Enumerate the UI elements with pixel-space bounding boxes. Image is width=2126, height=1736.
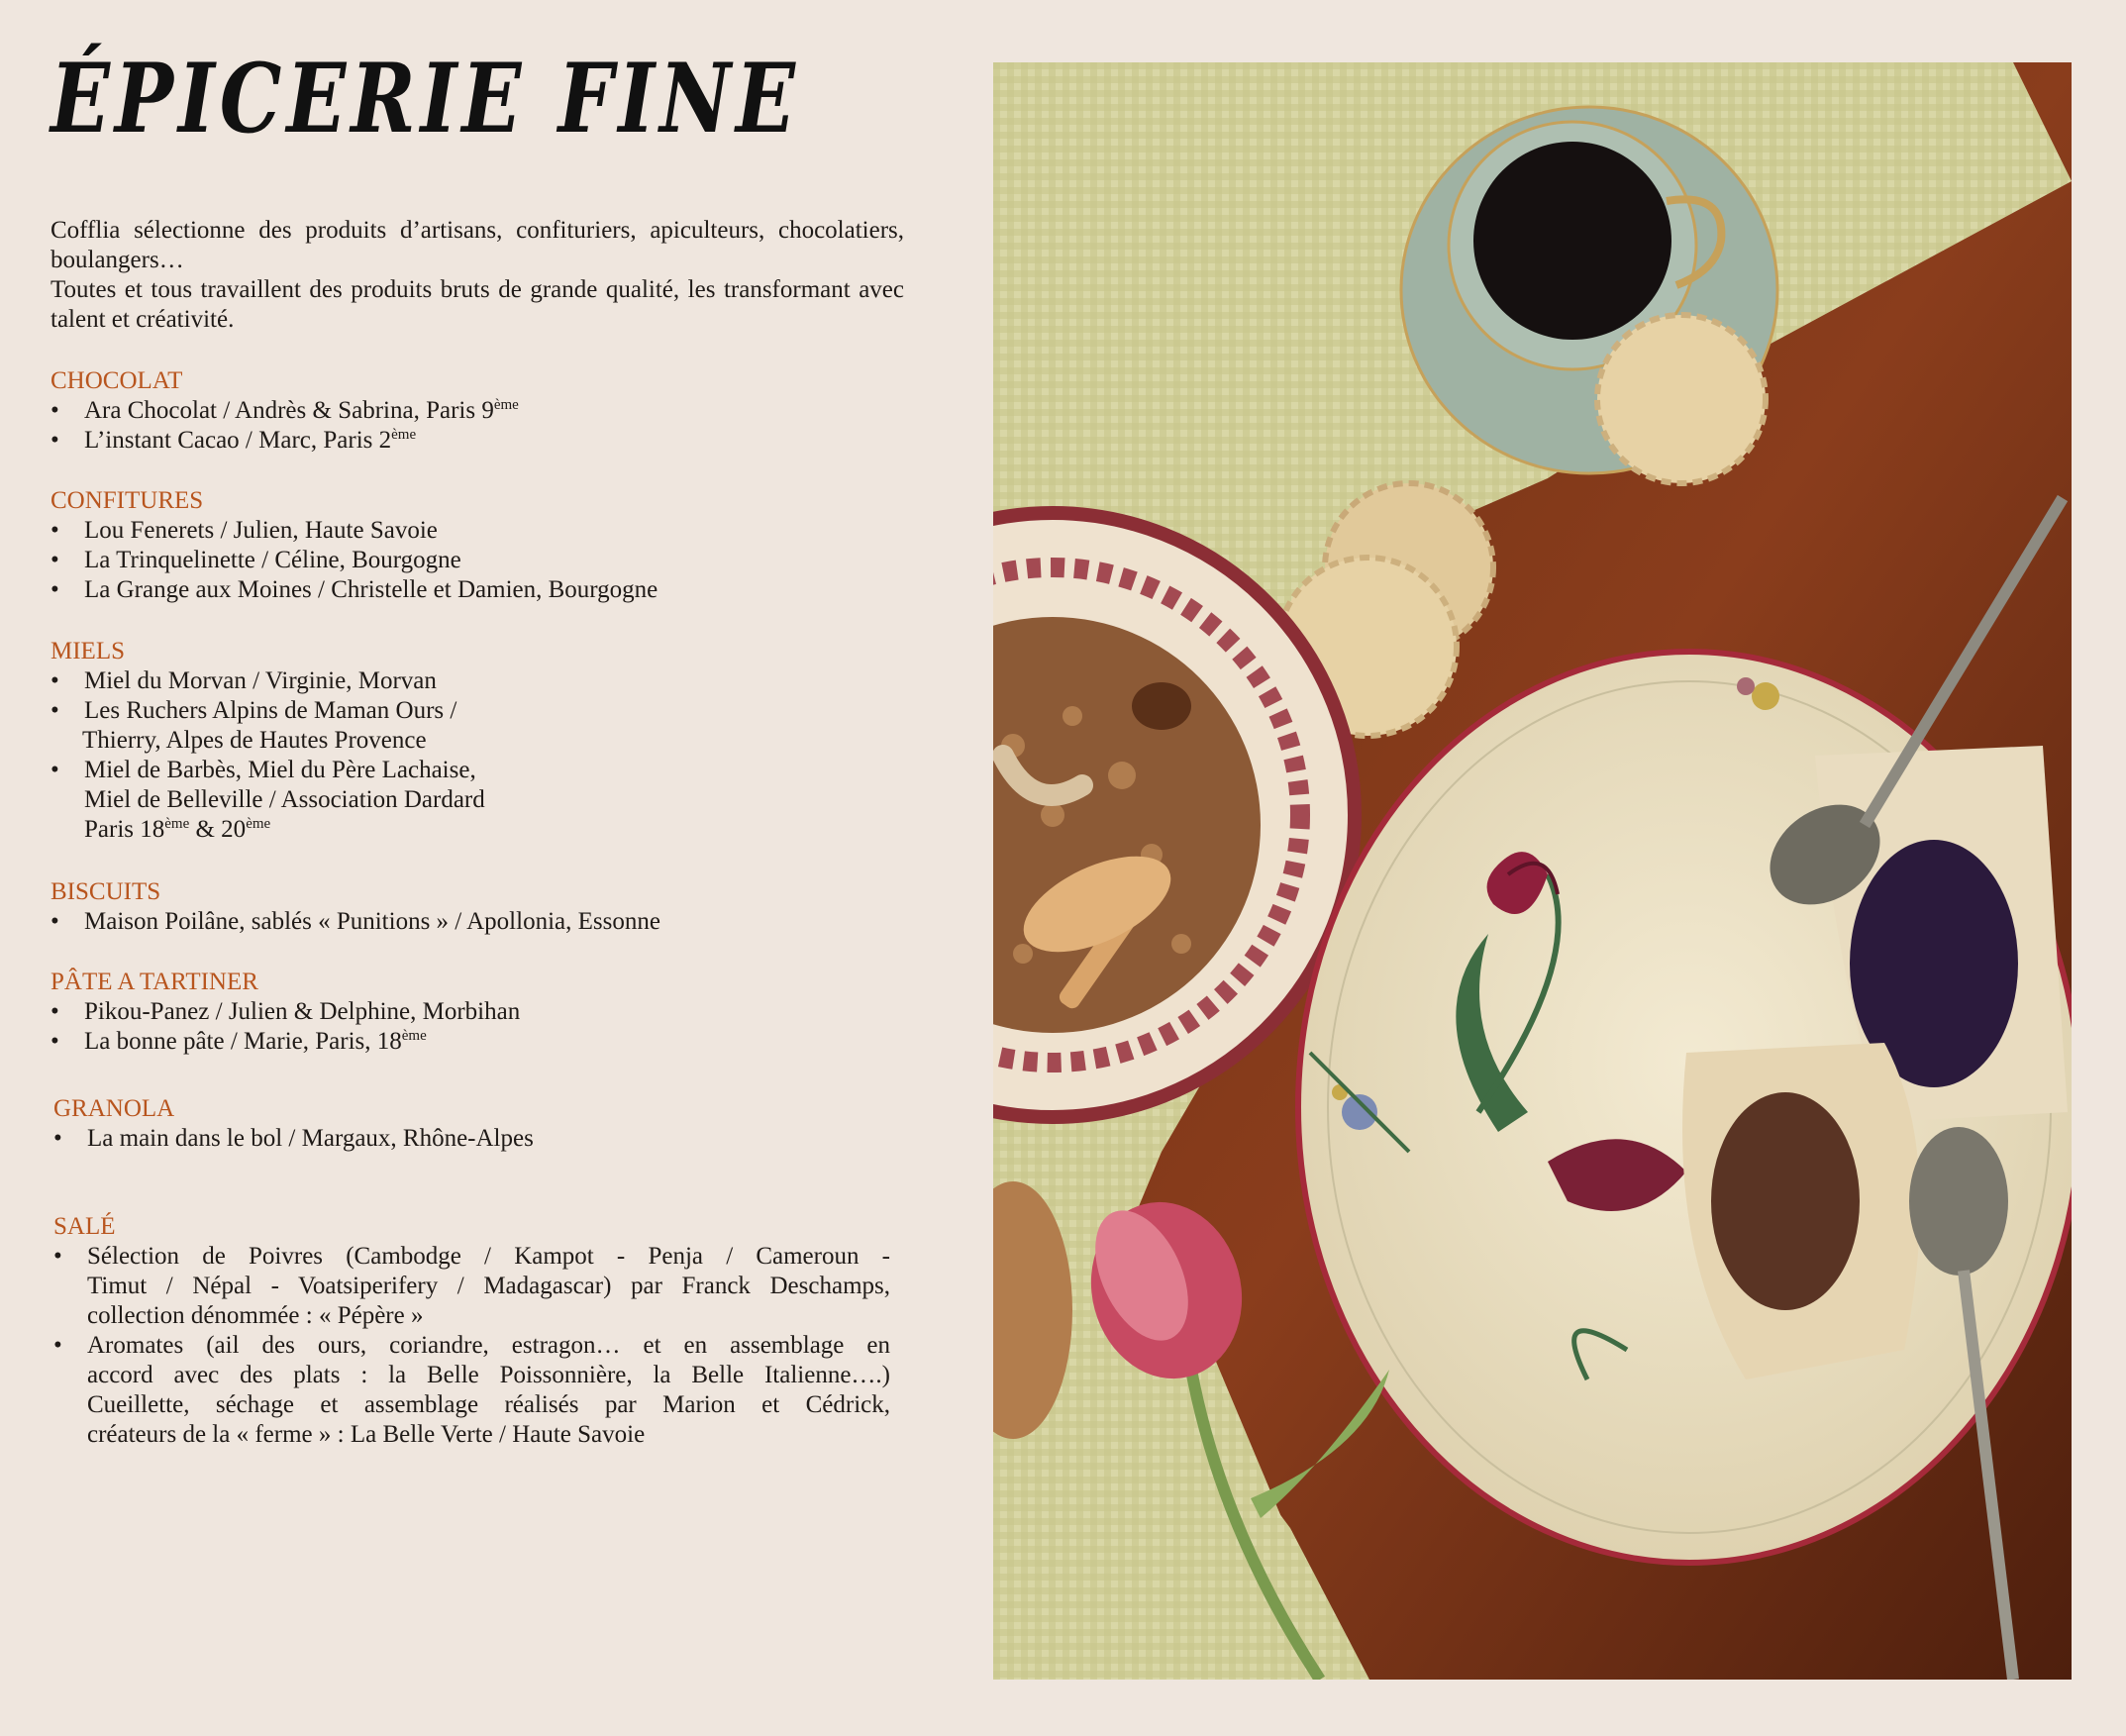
bullet-icon: • xyxy=(53,1125,62,1152)
bullet-icon: • xyxy=(53,1243,62,1270)
item-text-line: collection dénommée : « Pépère » xyxy=(87,1302,424,1329)
item-list xyxy=(51,396,904,456)
item-superscript: ème xyxy=(164,816,190,832)
item-text: La Grange aux Moines / Christelle et Damien, Bourgogne xyxy=(84,576,658,603)
item-text: Ara Chocolat / Andrès & Sabrina, Paris 9 xyxy=(84,397,494,424)
section-confitures xyxy=(51,486,904,605)
item-text-line: Timut / Népal - Voatsiperifery / Madagascar) par Franck Deschamps, xyxy=(87,1273,890,1299)
bullet-icon: • xyxy=(51,397,59,424)
section-heading: CONFITURES xyxy=(51,487,204,514)
item-text-line: Miel de Barbès, Miel du Père Lachaise, xyxy=(84,757,476,783)
section-heading: MIELS xyxy=(51,638,125,664)
item-text: La Trinquelinette / Céline, Bourgogne xyxy=(84,547,461,573)
item-text: La bonne pâte / Marie, Paris, 18 xyxy=(84,1028,402,1055)
item-text-line: créateurs de la « ferme » : La Belle Verte / Haute Savoie xyxy=(87,1421,646,1448)
bullet-icon: • xyxy=(51,517,59,544)
breakfast-photo xyxy=(993,62,2072,1680)
spread xyxy=(1711,1092,1860,1310)
bullet-icon: • xyxy=(51,757,59,783)
section-pate-a-tartiner xyxy=(51,968,904,1057)
item-text: Paris 18 xyxy=(84,816,165,843)
item-list xyxy=(51,666,904,845)
section-heading: PÂTE A TARTINER xyxy=(51,969,258,995)
item-superscript: ème xyxy=(493,397,519,413)
breakfast-illustration xyxy=(993,62,2072,1680)
item-superscript: ème xyxy=(391,427,417,443)
page-title: ÉPICERIE FINE xyxy=(51,43,800,154)
list-item xyxy=(51,516,904,546)
nut xyxy=(1132,682,1191,730)
bullet-icon: • xyxy=(51,1028,59,1055)
list-item xyxy=(51,1027,904,1057)
list-item xyxy=(51,575,904,605)
section-granola xyxy=(53,1094,907,1154)
list-item xyxy=(53,1124,907,1154)
intro-text xyxy=(51,216,904,335)
intro-paragraph-1: Cofflia sélectionne des produits d’artisans, confituriers, apiculteurs, chocolatiers, boulangers… xyxy=(51,217,904,273)
list-item xyxy=(53,1242,890,1331)
coffee xyxy=(1473,142,1671,340)
list-item xyxy=(51,907,904,937)
item-list xyxy=(53,1124,907,1154)
item-text: Pikou-Panez / Julien & Delphine, Morbihan xyxy=(84,998,521,1025)
item-text-line: Aromates (ail des ours, coriandre, estragon… et en assemblage en xyxy=(87,1332,890,1359)
item-text: La main dans le bol / Margaux, Rhône-Alpes xyxy=(87,1125,534,1152)
list-item xyxy=(51,396,904,426)
item-text: L’instant Cacao / Marc, Paris 2 xyxy=(84,427,392,454)
list-item xyxy=(53,1331,890,1450)
bullet-icon: • xyxy=(51,667,59,694)
spoon xyxy=(1909,1127,2008,1276)
section-sale xyxy=(53,1212,890,1450)
item-superscript: ème xyxy=(401,1028,427,1044)
item-text: Lou Fenerets / Julien, Haute Savoie xyxy=(84,517,438,544)
item-list xyxy=(51,516,904,605)
list-item xyxy=(51,696,904,756)
bullet-icon: • xyxy=(51,697,59,724)
bullet-icon: • xyxy=(51,576,59,603)
item-text-line: Sélection de Poivres (Cambodge / Kampot - Penja / Cameroun - xyxy=(87,1243,890,1270)
item-list xyxy=(51,907,904,937)
list-item xyxy=(51,426,904,456)
item-text-line: accord avec des plats : la Belle Poissonnière, la Belle Italienne….) xyxy=(87,1362,890,1388)
item-text-line: Les Ruchers Alpins de Maman Ours / xyxy=(84,697,457,724)
bullet-icon: • xyxy=(51,998,59,1025)
cookie xyxy=(1597,315,1766,483)
item-text: & 20 xyxy=(189,816,247,843)
list-item xyxy=(51,666,904,696)
section-heading: GRANOLA xyxy=(53,1095,175,1122)
item-text-line: Thierry, Alpes de Hautes Provence xyxy=(82,727,427,754)
text-column xyxy=(51,0,904,1736)
item-text: Miel du Morvan / Virginie, Morvan xyxy=(84,667,437,694)
item-list xyxy=(51,997,904,1057)
intro-paragraph-2: Toutes et tous travaillent des produits bruts de grande qualité, les transformant avec talent et créativité. xyxy=(51,276,904,333)
section-heading: SALÉ xyxy=(53,1213,116,1240)
item-list xyxy=(53,1242,890,1450)
item-text-line: Miel de Belleville / Association Dardard xyxy=(84,786,485,813)
section-heading: BISCUITS xyxy=(51,878,161,905)
list-item xyxy=(51,997,904,1027)
section-chocolat xyxy=(51,366,904,456)
bullet-icon: • xyxy=(51,908,59,935)
bullet-icon: • xyxy=(51,547,59,573)
section-heading: CHOCOLAT xyxy=(51,367,183,394)
item-text-line: Cueillette, séchage et assemblage réalisés par Marion et Cédrick, xyxy=(87,1391,890,1418)
item-text: Maison Poilâne, sablés « Punitions » / Apollonia, Essonne xyxy=(84,908,660,935)
bullet-icon: • xyxy=(53,1332,62,1359)
list-item xyxy=(51,546,904,575)
item-superscript: ème xyxy=(246,816,271,832)
section-biscuits xyxy=(51,877,904,937)
list-item xyxy=(51,756,904,845)
bullet-icon: • xyxy=(51,427,59,454)
section-miels xyxy=(51,637,904,845)
item-text-line xyxy=(84,815,904,845)
